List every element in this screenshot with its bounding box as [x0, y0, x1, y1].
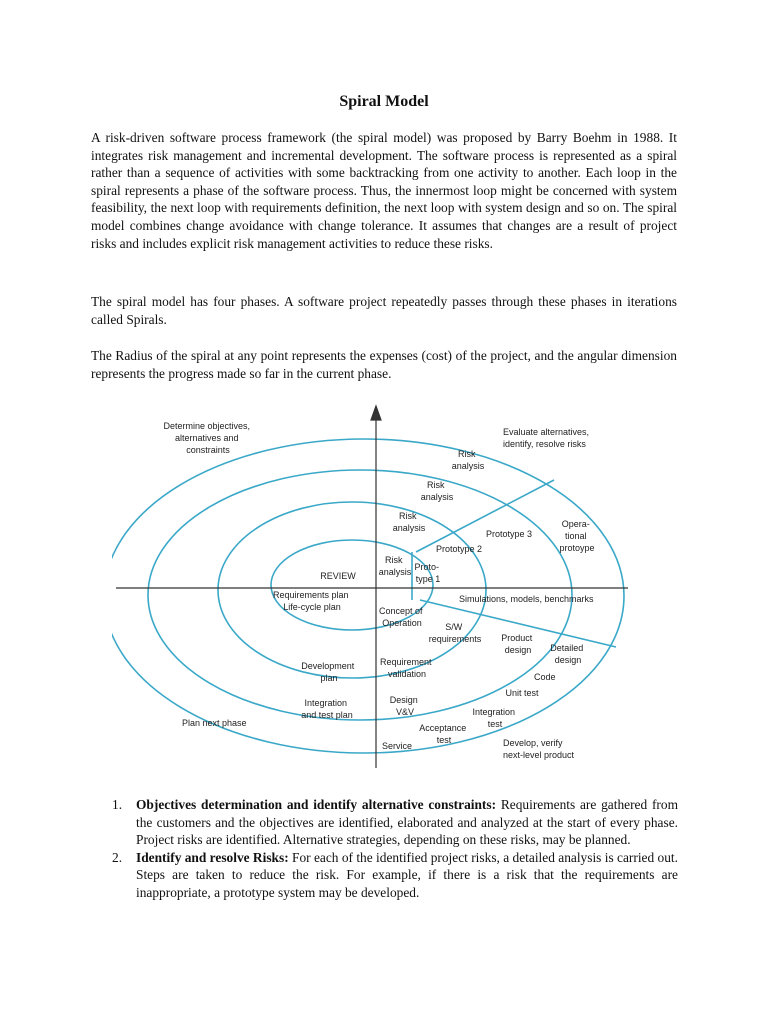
label-integration-test: Integration test: [472, 707, 516, 729]
label-plan-next-phase: Plan next phase: [182, 718, 247, 728]
label-risk-analysis-2: Risk analysis: [392, 511, 426, 533]
phase-heading: Identify and resolve Risks:: [136, 849, 289, 865]
phase-heading: Objectives determination and identify alternative constraints:: [136, 797, 497, 812]
label-prototype-1: Proto- type 1: [414, 562, 441, 584]
list-item: [112, 796, 678, 849]
list-number: 1.: [112, 797, 123, 812]
spiral-model-diagram: [112, 400, 632, 775]
spiral-diagram-svg: [112, 400, 632, 775]
list-number: 2.: [112, 849, 123, 865]
label-risk-analysis-4: Risk analysis: [451, 449, 485, 471]
label-requirement-validation: Requirement validation: [379, 657, 432, 679]
label-risk-analysis-3: Risk analysis: [420, 480, 454, 502]
intro-paragraph: A risk-driven software process framework (the spiral model) was proposed by Barry Boehm in 1988. It integrates risk management and incremental development. The software process is represented as a spiral rather than a sequence of activities with some backtracking from one activity to another. Each loop in the spiral represents a phase of the software process. Thus, the innermost loop might be concerned with system feasibility, the next loop with requirements definition, the next loop with system design and so on. The spiral model combines change avoidance with change tolerance. It assumes that changes are a result of project risks and includes explicit risk management activities to reduce these risks.: [91, 130, 677, 251]
label-design-vv: Design V&V: [389, 695, 418, 717]
label-evaluate-alternatives: Evaluate alternatives, identify, resolve risks: [503, 427, 590, 449]
phase-text: For each of the identified project risks, a detailed analysis is carried out. Steps are taken to reduce the risk. For example, if there is a risk that the requirements are inappropriate, a prototype system may be developed.: [136, 849, 678, 900]
label-operational-prototype: Opera- tional protoype: [559, 519, 595, 553]
phase-text: Requirements are gathered from the customers and the objectives are identified, elaborated and analyzed at the start of every phase. Project risks are identified. Alternative strategies, depending on these risks, may be planned.: [136, 797, 678, 848]
radius-paragraph: The Radius of the spiral at any point represents the expenses (cost) of the project, and the angular dimension represents the progress made so far in the current phase.: [91, 348, 677, 381]
label-determine-objectives: Determine objectives, alternatives and constraints: [163, 421, 251, 455]
label-integration-test-plan: Integration and test plan: [301, 698, 353, 720]
label-product-design: Product design: [501, 633, 533, 655]
spiral-loop-1: [271, 540, 433, 630]
phase-list: [112, 796, 678, 902]
phases-paragraph: The spiral model has four phases. A software project repeatedly passes through these phases in iterations called Spirals.: [91, 294, 677, 327]
label-simulations: Simulations, models, benchmarks: [459, 594, 594, 604]
page-title: Spiral Model: [339, 93, 429, 110]
label-concept-of-operation: Concept of Operation: [378, 606, 423, 628]
label-prototype-3: Prototype 3: [486, 529, 533, 539]
spiral-loop-2: [218, 502, 486, 678]
label-development-plan: Development plan: [301, 661, 355, 683]
label-develop-verify: Develop, verify next-level product: [503, 738, 575, 760]
label-unit-test: Unit test: [505, 688, 539, 698]
label-sw-requirements: S/W requirements: [428, 622, 482, 644]
label-service: Service: [382, 741, 413, 751]
label-risk-analysis-1: Risk analysis: [378, 555, 412, 577]
list-item: [112, 849, 678, 902]
divider-line-upper: [416, 480, 554, 552]
label-review: REVIEW: [320, 571, 356, 581]
label-detailed-design: Detailed design: [550, 643, 584, 665]
label-prototype-2: Prototype 2: [436, 544, 483, 554]
label-code: Code: [534, 672, 556, 682]
label-requirements-plan: Requirements plan Life-cycle plan: [272, 590, 349, 612]
label-acceptance-test: Acceptance test: [419, 723, 467, 745]
axis-arrow-icon: [371, 406, 381, 420]
